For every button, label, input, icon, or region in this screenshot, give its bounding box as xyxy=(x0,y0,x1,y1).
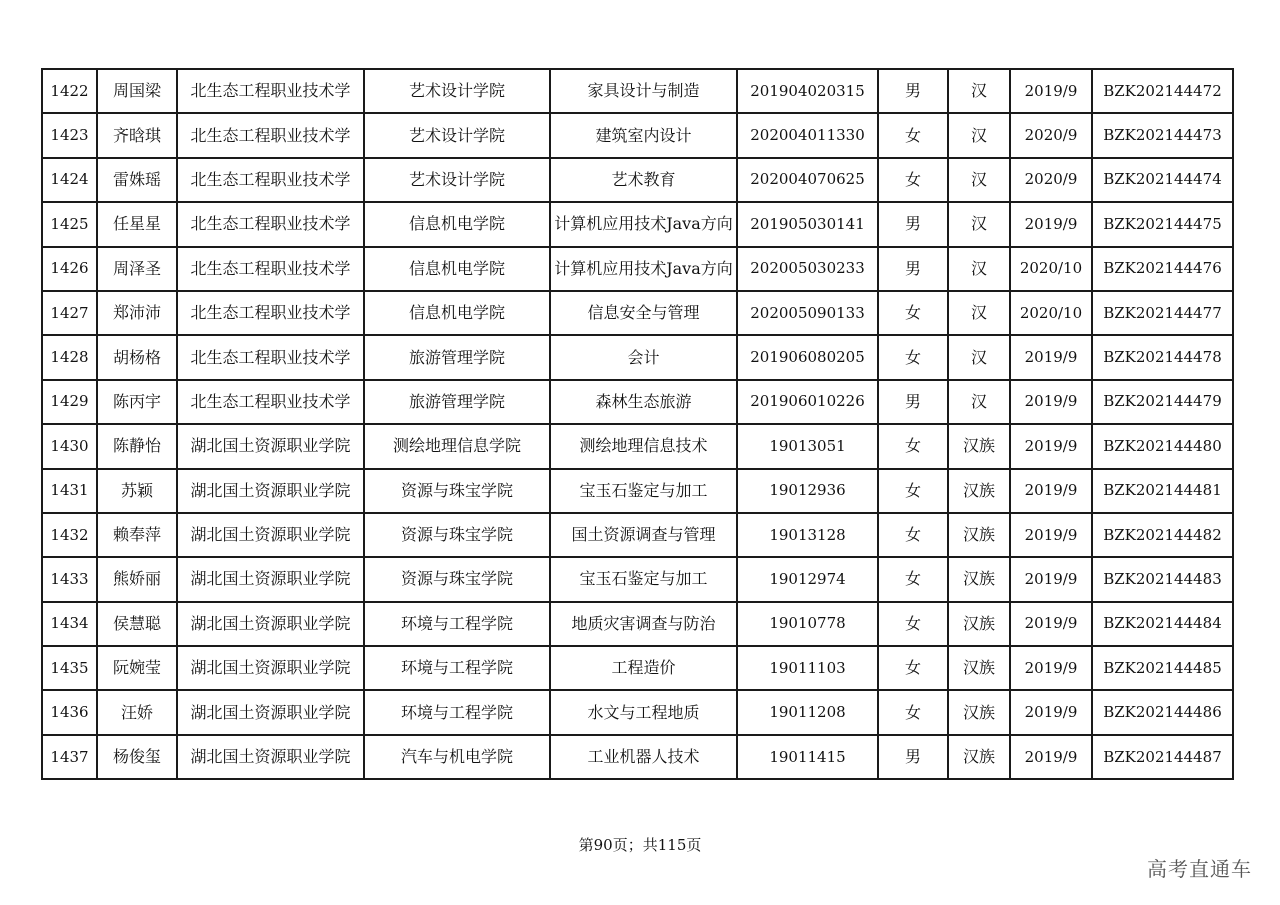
cell-certificate-number: BZK202144475 xyxy=(1092,202,1233,246)
table-row xyxy=(42,291,1233,335)
cell-student-name: 陈丙宇 xyxy=(97,380,177,424)
cell-ethnicity: 汉族 xyxy=(948,602,1010,646)
cell-student-id: 19011208 xyxy=(737,690,878,734)
cell-enroll-date: 2019/9 xyxy=(1010,202,1092,246)
cell-student-name: 陈静怡 xyxy=(97,424,177,468)
cell-school: 北生态工程职业技术学 xyxy=(177,158,364,202)
table-row xyxy=(42,735,1233,779)
table-row xyxy=(42,69,1233,113)
cell-college: 环境与工程学院 xyxy=(364,690,550,734)
table-row xyxy=(42,202,1233,246)
cell-major: 建筑室内设计 xyxy=(550,113,737,157)
cell-student-name: 周国梁 xyxy=(97,69,177,113)
cell-enroll-date: 2020/9 xyxy=(1010,113,1092,157)
cell-school: 湖北国土资源职业学院 xyxy=(177,690,364,734)
cell-student-id: 19013051 xyxy=(737,424,878,468)
cell-certificate-number: BZK202144480 xyxy=(1092,424,1233,468)
cell-student-id: 19012974 xyxy=(737,557,878,601)
cell-school: 北生态工程职业技术学 xyxy=(177,113,364,157)
cell-enroll-date: 2020/9 xyxy=(1010,158,1092,202)
cell-major: 水文与工程地质 xyxy=(550,690,737,734)
cell-gender: 女 xyxy=(878,690,948,734)
cell-gender: 女 xyxy=(878,291,948,335)
cell-row-number: 1424 xyxy=(42,158,97,202)
cell-row-number: 1432 xyxy=(42,513,97,557)
table-row xyxy=(42,602,1233,646)
cell-enroll-date: 2019/9 xyxy=(1010,602,1092,646)
table-row xyxy=(42,158,1233,202)
cell-enroll-date: 2019/9 xyxy=(1010,469,1092,513)
cell-gender: 女 xyxy=(878,557,948,601)
cell-gender: 男 xyxy=(878,69,948,113)
cell-student-name: 汪娇 xyxy=(97,690,177,734)
cell-major: 测绘地理信息技术 xyxy=(550,424,737,468)
cell-student-name: 郑沛沛 xyxy=(97,291,177,335)
cell-student-name: 熊娇丽 xyxy=(97,557,177,601)
cell-certificate-number: BZK202144482 xyxy=(1092,513,1233,557)
cell-certificate-number: BZK202144476 xyxy=(1092,247,1233,291)
cell-certificate-number: BZK202144473 xyxy=(1092,113,1233,157)
cell-ethnicity: 汉族 xyxy=(948,424,1010,468)
cell-student-name: 杨俊玺 xyxy=(97,735,177,779)
cell-student-name: 齐晗琪 xyxy=(97,113,177,157)
cell-enroll-date: 2020/10 xyxy=(1010,291,1092,335)
cell-student-id: 201905030141 xyxy=(737,202,878,246)
cell-certificate-number: BZK202144483 xyxy=(1092,557,1233,601)
cell-certificate-number: BZK202144479 xyxy=(1092,380,1233,424)
cell-student-id: 201906010226 xyxy=(737,380,878,424)
cell-certificate-number: BZK202144474 xyxy=(1092,158,1233,202)
cell-row-number: 1429 xyxy=(42,380,97,424)
cell-enroll-date: 2019/9 xyxy=(1010,557,1092,601)
cell-school: 湖北国土资源职业学院 xyxy=(177,424,364,468)
cell-college: 汽车与机电学院 xyxy=(364,735,550,779)
cell-gender: 女 xyxy=(878,158,948,202)
cell-school: 湖北国土资源职业学院 xyxy=(177,602,364,646)
table-row xyxy=(42,113,1233,157)
table-row xyxy=(42,690,1233,734)
cell-college: 信息机电学院 xyxy=(364,291,550,335)
cell-major: 宝玉石鉴定与加工 xyxy=(550,469,737,513)
table-row xyxy=(42,557,1233,601)
cell-enroll-date: 2020/10 xyxy=(1010,247,1092,291)
cell-gender: 女 xyxy=(878,335,948,379)
table-row xyxy=(42,469,1233,513)
cell-major: 宝玉石鉴定与加工 xyxy=(550,557,737,601)
cell-school: 湖北国土资源职业学院 xyxy=(177,735,364,779)
table-row xyxy=(42,424,1233,468)
cell-ethnicity: 汉 xyxy=(948,158,1010,202)
table-row xyxy=(42,247,1233,291)
cell-row-number: 1427 xyxy=(42,291,97,335)
cell-row-number: 1425 xyxy=(42,202,97,246)
cell-student-id: 201906080205 xyxy=(737,335,878,379)
cell-student-id: 19011415 xyxy=(737,735,878,779)
table-row xyxy=(42,380,1233,424)
cell-ethnicity: 汉族 xyxy=(948,735,1010,779)
cell-row-number: 1428 xyxy=(42,335,97,379)
roster-table xyxy=(41,68,1234,780)
cell-ethnicity: 汉族 xyxy=(948,690,1010,734)
cell-school: 北生态工程职业技术学 xyxy=(177,69,364,113)
cell-ethnicity: 汉族 xyxy=(948,469,1010,513)
cell-ethnicity: 汉 xyxy=(948,335,1010,379)
cell-certificate-number: BZK202144477 xyxy=(1092,291,1233,335)
cell-gender: 男 xyxy=(878,735,948,779)
cell-college: 艺术设计学院 xyxy=(364,69,550,113)
cell-college: 信息机电学院 xyxy=(364,247,550,291)
cell-row-number: 1430 xyxy=(42,424,97,468)
cell-row-number: 1434 xyxy=(42,602,97,646)
cell-enroll-date: 2019/9 xyxy=(1010,380,1092,424)
cell-ethnicity: 汉 xyxy=(948,113,1010,157)
cell-certificate-number: BZK202144484 xyxy=(1092,602,1233,646)
table-row xyxy=(42,646,1233,690)
cell-certificate-number: BZK202144478 xyxy=(1092,335,1233,379)
cell-student-name: 侯慧聪 xyxy=(97,602,177,646)
cell-school: 湖北国土资源职业学院 xyxy=(177,469,364,513)
cell-student-id: 19010778 xyxy=(737,602,878,646)
cell-major: 工业机器人技术 xyxy=(550,735,737,779)
cell-college: 艺术设计学院 xyxy=(364,158,550,202)
cell-major: 工程造价 xyxy=(550,646,737,690)
cell-row-number: 1422 xyxy=(42,69,97,113)
cell-student-id: 202004011330 xyxy=(737,113,878,157)
cell-major: 国土资源调查与管理 xyxy=(550,513,737,557)
cell-certificate-number: BZK202144481 xyxy=(1092,469,1233,513)
cell-student-id: 201904020315 xyxy=(737,69,878,113)
cell-college: 旅游管理学院 xyxy=(364,380,550,424)
cell-college: 环境与工程学院 xyxy=(364,646,550,690)
cell-student-id: 202005030233 xyxy=(737,247,878,291)
cell-row-number: 1433 xyxy=(42,557,97,601)
cell-student-name: 苏颖 xyxy=(97,469,177,513)
table-row xyxy=(42,335,1233,379)
cell-enroll-date: 2019/9 xyxy=(1010,735,1092,779)
roster-table-body xyxy=(42,69,1233,779)
cell-gender: 男 xyxy=(878,202,948,246)
cell-enroll-date: 2019/9 xyxy=(1010,690,1092,734)
cell-student-id: 202005090133 xyxy=(737,291,878,335)
cell-gender: 女 xyxy=(878,602,948,646)
cell-row-number: 1431 xyxy=(42,469,97,513)
cell-ethnicity: 汉族 xyxy=(948,557,1010,601)
cell-row-number: 1423 xyxy=(42,113,97,157)
cell-major: 会计 xyxy=(550,335,737,379)
cell-row-number: 1435 xyxy=(42,646,97,690)
cell-student-id: 202004070625 xyxy=(737,158,878,202)
cell-college: 信息机电学院 xyxy=(364,202,550,246)
cell-school: 北生态工程职业技术学 xyxy=(177,247,364,291)
cell-gender: 女 xyxy=(878,113,948,157)
cell-college: 旅游管理学院 xyxy=(364,335,550,379)
cell-gender: 女 xyxy=(878,424,948,468)
cell-school: 湖北国土资源职业学院 xyxy=(177,513,364,557)
cell-college: 资源与珠宝学院 xyxy=(364,557,550,601)
table-row xyxy=(42,513,1233,557)
cell-college: 测绘地理信息学院 xyxy=(364,424,550,468)
cell-student-name: 周泽圣 xyxy=(97,247,177,291)
cell-certificate-number: BZK202144487 xyxy=(1092,735,1233,779)
cell-major: 计算机应用技术Java方向 xyxy=(550,202,737,246)
cell-ethnicity: 汉 xyxy=(948,202,1010,246)
cell-enroll-date: 2019/9 xyxy=(1010,424,1092,468)
page-number-footer: 第90页；共115页 xyxy=(578,836,702,854)
cell-major: 森林生态旅游 xyxy=(550,380,737,424)
cell-gender: 女 xyxy=(878,469,948,513)
cell-row-number: 1436 xyxy=(42,690,97,734)
cell-student-id: 19013128 xyxy=(737,513,878,557)
cell-student-name: 阮婉莹 xyxy=(97,646,177,690)
cell-student-name: 雷姝瑶 xyxy=(97,158,177,202)
cell-student-id: 19011103 xyxy=(737,646,878,690)
cell-certificate-number: BZK202144472 xyxy=(1092,69,1233,113)
cell-gender: 女 xyxy=(878,513,948,557)
cell-ethnicity: 汉 xyxy=(948,247,1010,291)
cell-ethnicity: 汉 xyxy=(948,69,1010,113)
cell-gender: 女 xyxy=(878,646,948,690)
cell-major: 信息安全与管理 xyxy=(550,291,737,335)
cell-school: 湖北国土资源职业学院 xyxy=(177,557,364,601)
cell-school: 北生态工程职业技术学 xyxy=(177,291,364,335)
cell-school: 湖北国土资源职业学院 xyxy=(177,646,364,690)
cell-major: 艺术教育 xyxy=(550,158,737,202)
cell-enroll-date: 2019/9 xyxy=(1010,513,1092,557)
cell-student-name: 胡杨格 xyxy=(97,335,177,379)
cell-major: 家具设计与制造 xyxy=(550,69,737,113)
cell-school: 北生态工程职业技术学 xyxy=(177,202,364,246)
cell-college: 资源与珠宝学院 xyxy=(364,513,550,557)
cell-enroll-date: 2019/9 xyxy=(1010,69,1092,113)
cell-gender: 男 xyxy=(878,380,948,424)
cell-school: 北生态工程职业技术学 xyxy=(177,335,364,379)
cell-gender: 男 xyxy=(878,247,948,291)
cell-certificate-number: BZK202144485 xyxy=(1092,646,1233,690)
cell-major: 计算机应用技术Java方向 xyxy=(550,247,737,291)
cell-row-number: 1437 xyxy=(42,735,97,779)
cell-student-id: 19012936 xyxy=(737,469,878,513)
cell-row-number: 1426 xyxy=(42,247,97,291)
watermark-logo-text: 高考直通车 xyxy=(1147,857,1252,881)
cell-ethnicity: 汉族 xyxy=(948,513,1010,557)
cell-college: 资源与珠宝学院 xyxy=(364,469,550,513)
cell-student-name: 赖奉萍 xyxy=(97,513,177,557)
cell-student-name: 任星星 xyxy=(97,202,177,246)
cell-enroll-date: 2019/9 xyxy=(1010,646,1092,690)
cell-major: 地质灾害调查与防治 xyxy=(550,602,737,646)
cell-ethnicity: 汉 xyxy=(948,291,1010,335)
cell-ethnicity: 汉 xyxy=(948,380,1010,424)
cell-ethnicity: 汉族 xyxy=(948,646,1010,690)
cell-enroll-date: 2019/9 xyxy=(1010,335,1092,379)
cell-college: 艺术设计学院 xyxy=(364,113,550,157)
cell-school: 北生态工程职业技术学 xyxy=(177,380,364,424)
cell-certificate-number: BZK202144486 xyxy=(1092,690,1233,734)
cell-college: 环境与工程学院 xyxy=(364,602,550,646)
